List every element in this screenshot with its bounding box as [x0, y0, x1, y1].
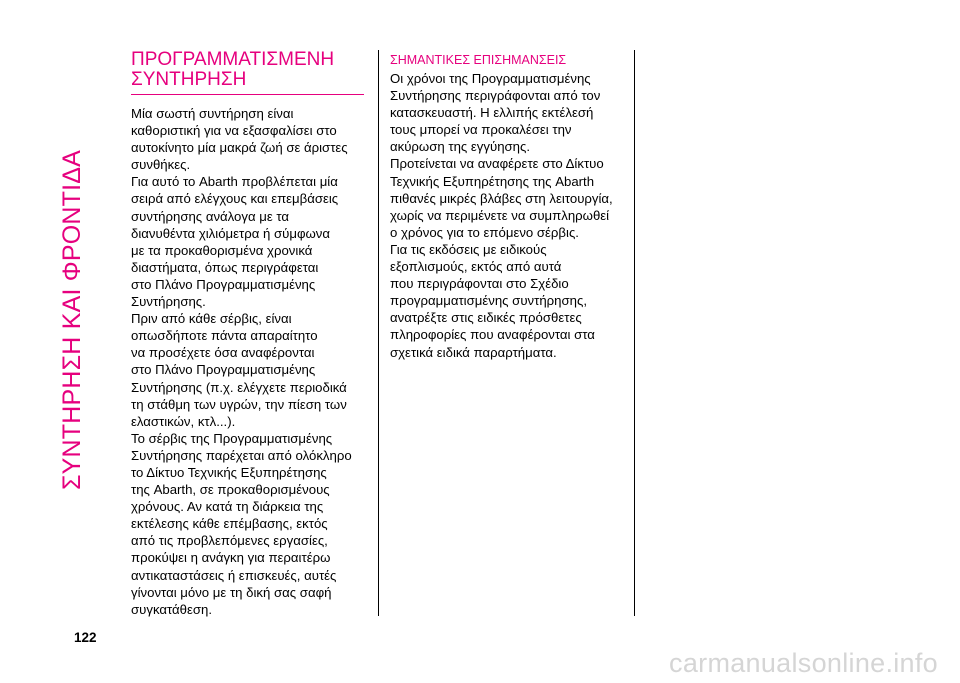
- page-number: 122: [74, 630, 97, 645]
- section-title: [131, 50, 364, 95]
- notes-body-text: Οι χρόνοι της Προγραμματισμένης Συντήρησης περιγράφονται από τον κατασκευαστή. Η ελλιπής εκτέλεσή τους μπορεί να προκαλέσει την ακύρωση της εγγύησης. Προτείνεται να αναφέρετε στο Δίκτυο Τεχνικής Εξυπηρέτησης της Abarth πιθανές μικρές βλάβες στη λειτουργία, χωρίς να περιμένετε να συμπληρωθεί ο χρόνος για το επόμενο σέρβις. Για τις εκδόσεις με ειδικούς εξοπλισμούς, εκτός από αυτά που περιγράφονται στο Σχέδιο προγραμματισμένης συντήρησης, ανατρέξτε στις ειδικές πρόσθετες πληροφορίες που αναφέρονται στα σχετικά ειδικά παραρτήματα.: [390, 71, 613, 360]
- watermark-text: carmanualsonline.info: [669, 648, 938, 678]
- notes-column: [390, 52, 630, 361]
- section-title-line-2: ΣΥΝΤΗΡΗΣΗ: [131, 69, 247, 90]
- main-column: [131, 50, 371, 618]
- chapter-side-title: ΣΥΝΤΗΡΗΣΗ ΚΑΙ ΦΡΟΝΤΙΔΑ: [58, 149, 86, 490]
- notes-title: ΣΗΜΑΝΤΙΚΕΣ ΕΠΙΣΗΜΑΝΣΕΙΣ: [390, 53, 567, 67]
- section-body-text: Μία σωστή συντήρηση είναι καθοριστική για να εξασφαλίσει στο αυτοκίνητο μία μακρά ζωή σε άριστες συνθήκες. Για αυτό το Abarth προβλέπεται μία σειρά από ελέγχους και επεμβάσεις συντήρησης ανάλογα με τα διανυθέντα χιλιόμετρα ή σύμφωνα με τα προκαθορισμένα χρονικά διαστήματα, όπως περιγράφεται στο Πλάνο Προγραμματισμένης Συντήρησης. Πριν από κάθε σέρβις, είναι οπωσδήποτε πάντα απαραίτητο να προσέχετε όσα αναφέρονται στο Πλάνο Προγραμματισμένης Συντήρησης (π.χ. ελέγχετε περιοδικά τη στάθμη των υγρών, την πίεση των ελαστικών, κτλ...). Το σέρβις της Προγραμματισμένης Συντήρησης παρέχεται από ολόκληρο το Δίκτυο Τεχνικής Εξυπηρέτησης της Abarth, σε προκαθορισμένους χρόνους. Αν κατά τη διάρκεια της εκτέλεσης κάθε επέμβασης, εκτός από τις προβλεπόμενες εργασίες, προκύψει η ανάγκη για περαιτέρω αντικαταστάσεις ή επισκευές, αυτές γίνονται μόνο με τη δική σας σαφή συγκατάθεση.: [131, 106, 352, 617]
- section-title-line-1: ΠΡΟΓΡΑΜΜΑΤΙΣΜΕΝΗ: [131, 49, 335, 70]
- column-divider-right: [634, 50, 635, 616]
- column-divider-left: [378, 50, 379, 616]
